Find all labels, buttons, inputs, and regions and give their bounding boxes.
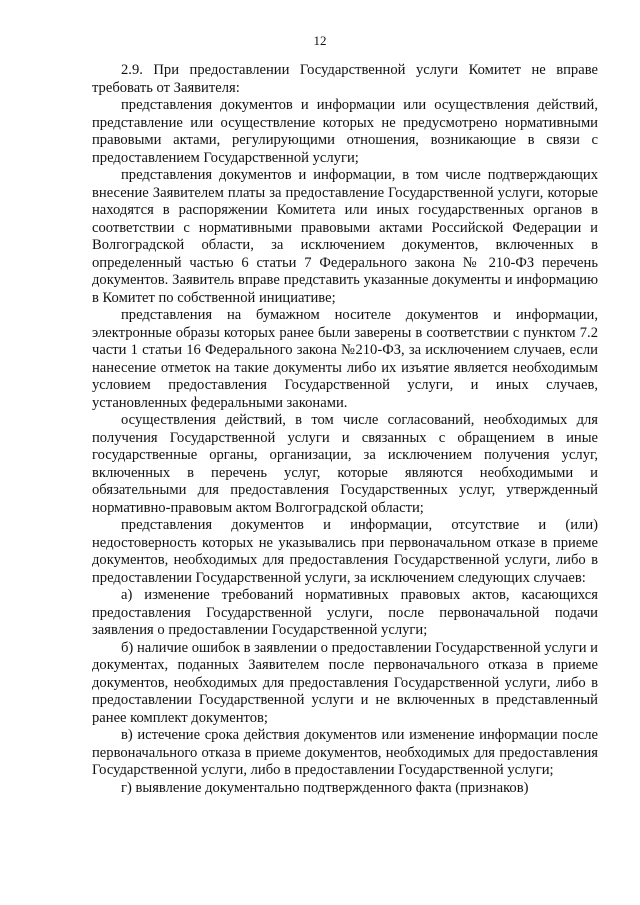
paragraph-paper-copies: представления на бумажном носителе документов и информации, электронные образы которых ранее были заверены в соответствии с пунктом 7.2 части 1 статьи 16 Федерального закона №210-ФЗ, за исключением случаев, если нанесение отметок на такие документы либо их изъятие является необходимым условием предоставления Государственной услуги, и иных случаев, установленных федеральными законами. (92, 307, 598, 411)
document-body (92, 62, 598, 797)
paragraph-approvals: осуществления действий, в том числе согласований, необходимых для получения Государственной услуги и связанных с обращением в иные государственные органы, организации, за исключением получения услуг, включенных в перечень услуг, которые являются необходимыми и обязательными для предоставления Государственных услуг, утвержденный нормативно-правовым актом Волгоградской области; (92, 412, 598, 516)
paragraph-missing-documents: представления документов и информации, отсутствие и (или) недостоверность которых не указывались при первоначальном отказе в приеме документов, необходимых для предоставления Государственной услуги, либо в предоставлении Государственной услуги, за исключением следующих случаев: (92, 517, 598, 586)
list-item-a: а) изменение требований нормативных правовых актов, касающихся предоставления Государственной услуги, после первоначальной подачи заявления о предоставлении Государственной услуги; (92, 587, 598, 638)
paragraph-2-9-intro: 2.9. При предоставлении Государственной услуги Комитет не вправе требовать от Заявителя: (92, 62, 598, 96)
page-number: 12 (313, 33, 327, 48)
paragraph-documents-in-possession: представления документов и информации, в том числе подтверждающих внесение Заявителем платы за предоставление Государственной услуги, которые находятся в распоряжении Комитета или иных государственных органов в соответствии с нормативными правовыми актами Российской Федерации и Волгоградской области, за исключением документов, включенных в определенный частью 6 статьи 7 Федерального закона № 210-ФЗ перечень документов. Заявитель вправе представить указанные документы и информацию в Комитет по собственной инициативе; (92, 167, 598, 306)
list-item-g: г) выявление документально подтвержденного факта (признаков) (121, 779, 529, 796)
paragraph-actions-not-required: представления документов и информации или осуществления действий, представление или осуществление которых не предусмотрено нормативными правовыми актами, регулирующими отношения, возникающие в связи с предоставлением Государственной услуги; (92, 97, 598, 166)
list-item-b: б) наличие ошибок в заявлении о предоставлении Государственной услуги и документах, поданных Заявителем после первоначального отказа в приеме документов, необходимых для предоставления Государственной услуги, либо в предоставлении Государственной услуги и не включенных в представленный ранее комплект документов; (92, 639, 598, 726)
list-item-v: в) истечение срока действия документов или изменение информации после первоначального отказа в приеме документов, необходимых для предоставления Государственной услуги, либо в предоставлении Государственной услуги; (92, 727, 598, 778)
